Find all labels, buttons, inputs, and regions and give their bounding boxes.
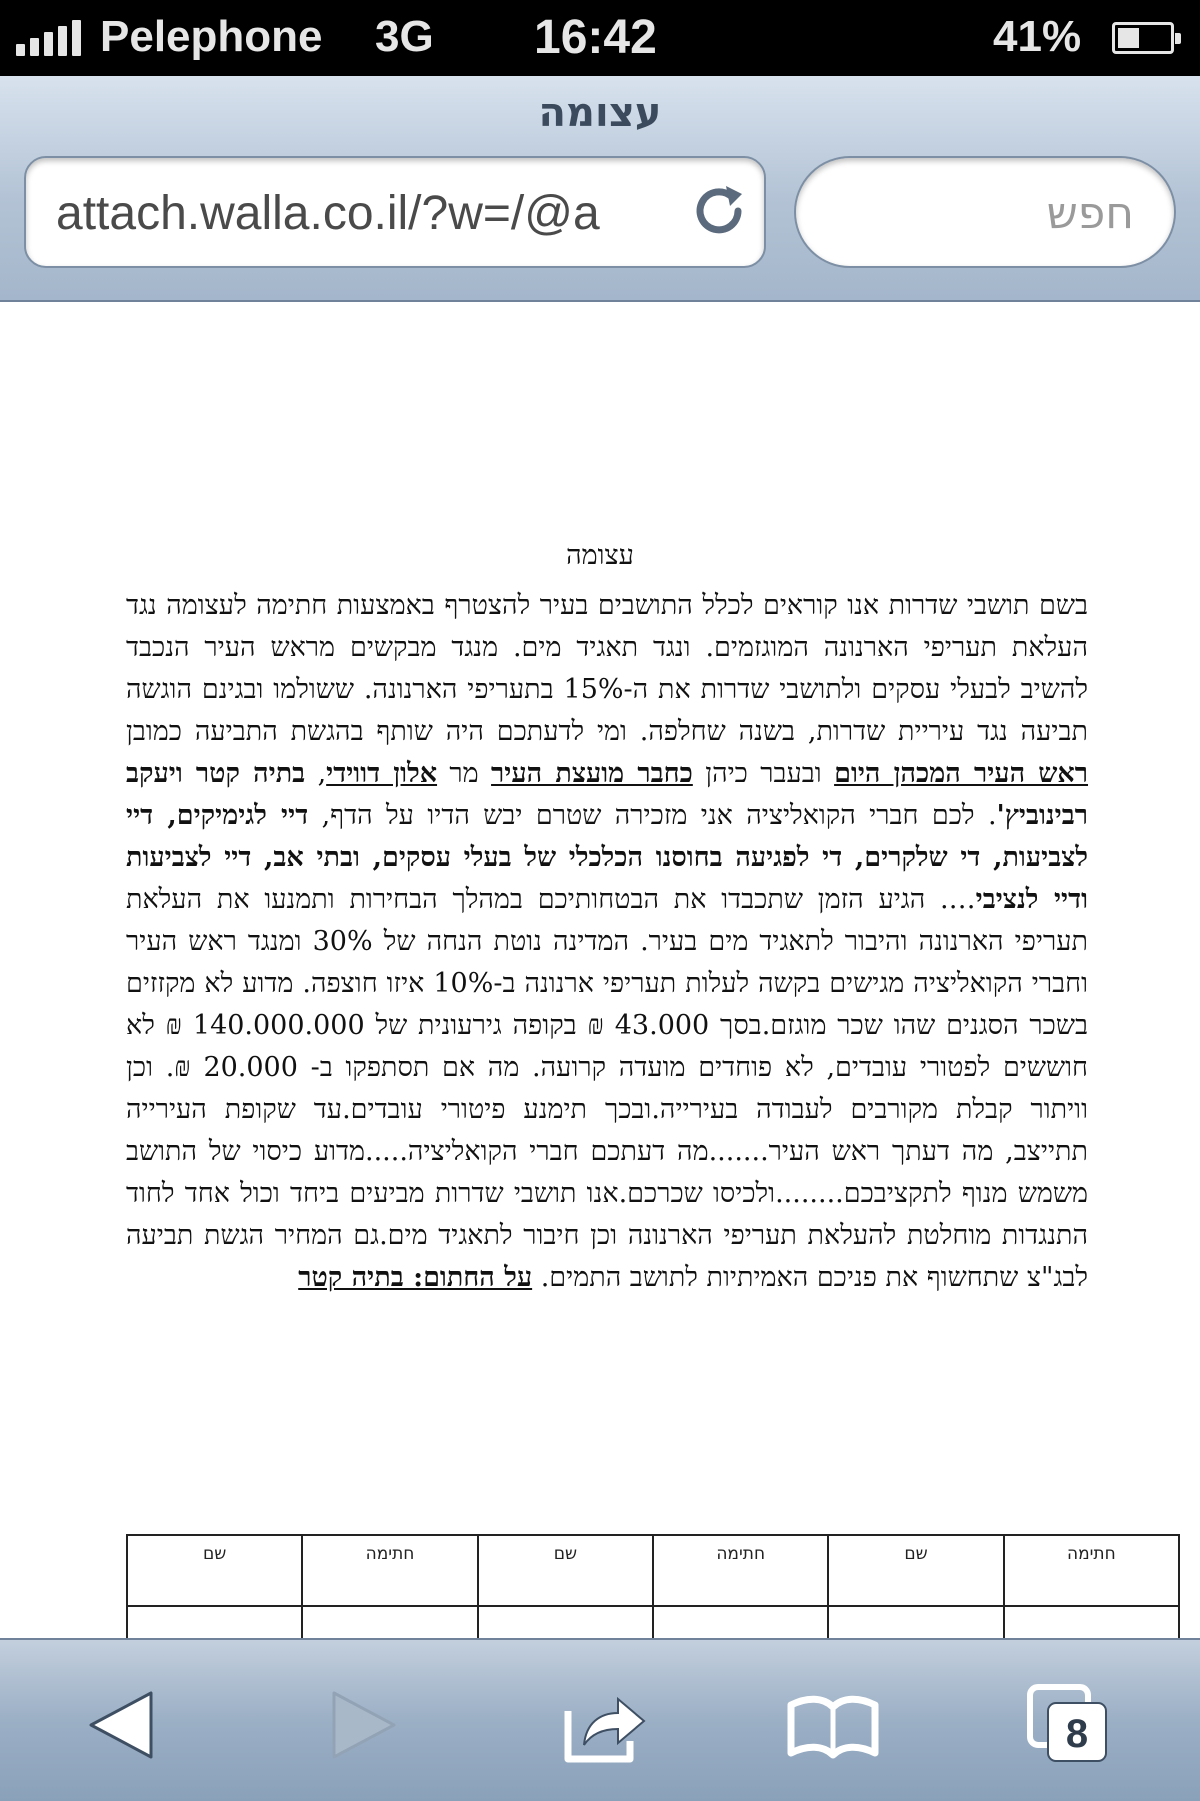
petition-text	[126, 585, 1088, 1299]
council-phrase: כחבר מועצת העיר	[491, 758, 693, 789]
signature-line: על החתום: בתיה קטר	[298, 1262, 533, 1293]
carrier-name: Pelephone	[100, 12, 323, 61]
tabs-icon[interactable]	[1018, 1675, 1118, 1775]
forward-arrow-icon[interactable]	[312, 1675, 412, 1775]
reload-icon[interactable]	[686, 178, 752, 244]
tab-count: 8	[1065, 1712, 1089, 1756]
clock: 16:42	[534, 11, 657, 64]
petition-text-part: בשם תושבי שדרות אנו קוראים לכלל התושבים בעיר להצטרף באמצעות חתימה לעצומה נגד העלאת תעריפי הארנונה המוגזמים. ונגד תאגיד מים. מנגד מבקשים מראש העיר הנכבד להשיב לבעלי עסקים ולתושבי שדרות את ה-15% בתעריפי הארנונה. ששולמו ובגינם הוגשה תביעה נגד עיריית שדרות, בשנה שחלפה. ומי לדעתכם היה שותף בהגשת התביעה כמובן	[126, 590, 1088, 747]
signature-table	[126, 1534, 1180, 1638]
column-header-signature: חתימה	[302, 1535, 477, 1606]
search-field[interactable]	[794, 156, 1176, 268]
petition-text-part: ובעבר כיהן	[692, 758, 835, 789]
column-header-name: שם	[127, 1535, 302, 1606]
browser-navigation-bar	[0, 76, 1200, 302]
battery-icon	[1112, 22, 1174, 54]
table-cell	[653, 1606, 828, 1638]
column-header-name: שם	[478, 1535, 653, 1606]
bold-demands: דיי לגימיקים, דיי לצביעות, די שלקרים, די לפגיעה בחוסנו הכלכלי של בעלי עסקים, ובתי אב, דיי לצביעות ודיי לנציבי	[126, 800, 1089, 915]
column-header-signature: חתימה	[653, 1535, 828, 1606]
table-row	[127, 1606, 1179, 1638]
back-arrow-icon[interactable]	[73, 1675, 173, 1775]
column-header-name: שם	[828, 1535, 1003, 1606]
web-page-content[interactable]	[0, 302, 1200, 1638]
network-type: 3G	[375, 12, 434, 61]
petition-text-part: . לכם חברי הקואליציה אני מזכירה שטרם יבש הדיו על הדף,	[308, 800, 997, 831]
table-cell	[127, 1606, 302, 1638]
page-title: עצומה	[538, 90, 662, 136]
bookmarks-icon[interactable]	[783, 1675, 883, 1775]
petition-text-part: מר	[437, 758, 492, 789]
mayor-phrase: ראש העיר המכהן היום	[834, 758, 1089, 789]
url-text[interactable]: attach.walla.co.il/?w=/@a	[56, 187, 600, 240]
column-header-signature: חתימה	[1004, 1535, 1179, 1606]
search-placeholder: חפש	[1046, 188, 1134, 239]
status-bar	[0, 0, 1200, 76]
browser-toolbar	[0, 1638, 1200, 1801]
name-alon-davidi: אלון דווידי	[326, 758, 438, 789]
signal-strength-icon	[16, 20, 81, 56]
petition-text-part: ,	[305, 758, 327, 789]
name-batya-yaakov: בתיה קטר ויעקב רבינוביץ'	[126, 758, 1088, 831]
table-cell	[302, 1606, 477, 1638]
document-title: עצומה	[566, 540, 634, 571]
table-cell	[478, 1606, 653, 1638]
address-bar[interactable]	[24, 156, 766, 268]
table-cell	[828, 1606, 1003, 1638]
petition-text-part: …. הגיע הזמן שתכבדו את הבטחותיכם במהלך הבחירות ותמנעו את העלאת תעריפי הארנונה והיבור לתאגיד מים בעיר. המדינה נוטת הנחה של 30% ומנגד ראש העיר וחברי הקואליציה מגישים בקשה לעלות תעריפי ארנונה ב-10% איזו חוצפה. מדוע לא מקזזים בשכר הסגנים שהו שכר מוגזם.בסך 43.000 ₪ בקופה גירעונית של 140.000.000 ₪ לא חוששים לפטורי עובדים, לא פוחדים מועדה קרועה. מה אם תסתפקו ב- 20.000 ₪. וכן וויתור קבלת מקורבים לעבודה בעירייה.ובכך תימנע פיטורי עובדים.עד שקופת העירייה תתייצב, מה דעתך ראש העיר.......מה דעתכם חברי הקואליציה.....מדוע כיסוי של התושב משמש מנוף לתקציבכם........ולכיסו שכרכם.אנו תושבי שדרות מביעים ביחד וכול אחד לחוד התנגדות מוחלטת להעלאת תעריפי הארנונה וכן חיבור לתאגיד מים.גם המחיר הגשת תביעה לבג"צ שתחשוף את פניכם האמיתיות לתושב התמים.	[126, 884, 1088, 1293]
share-icon[interactable]	[554, 1675, 654, 1775]
battery-percentage: 41%	[993, 12, 1082, 61]
table-cell	[1004, 1606, 1179, 1638]
